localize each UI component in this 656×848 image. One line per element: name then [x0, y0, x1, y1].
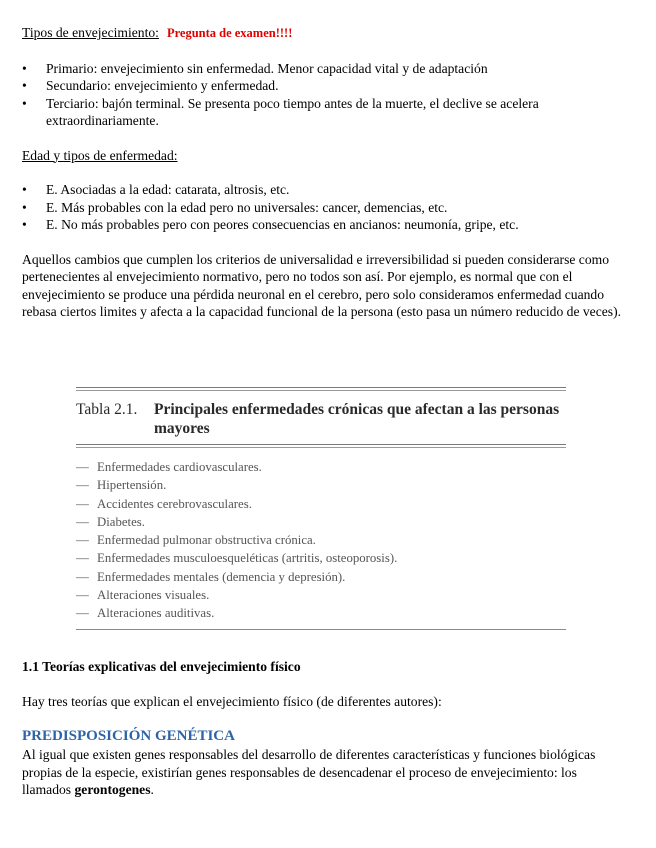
genetic-predisposition-title: PREDISPOSICIÓN GENÉTICA	[22, 728, 235, 744]
list-item: — Diabetes.	[76, 513, 566, 531]
section1-heading: Tipos de envejecimiento:	[22, 25, 159, 40]
universality-paragraph: Aquellos cambios que cumplen los criterios de universalidad e irreversibilidad si pueden considerarse como pertenecientes al envejecimiento normativo, pero no todos son así. Por ejemplo, es normal que con el envejecimiento se produce una pérdida neuronal en el cerebro, pero solo consideramos enfermedad cuando rebasa ciertos limites y afecta a la capacidad funcional de la persona (esto pasa un número reducido de veces).	[22, 251, 621, 319]
gerontogenes-term: gerontogenes	[74, 782, 151, 797]
list-item: • Secundario: envejecimiento y enfermedad.	[22, 77, 628, 95]
genetic-predisposition-paragraph	[22, 746, 628, 799]
section2-heading: Edad y tipos de enfermedad:	[22, 147, 178, 163]
figure-label: Tabla 2.1.	[76, 401, 138, 418]
list-item: — Accidentes cerebrovasculares.	[76, 495, 566, 513]
list-item: — Alteraciones auditivas.	[76, 604, 566, 622]
list-item: — Enfermedades cardiovasculares.	[76, 458, 566, 476]
theories-section	[22, 658, 628, 799]
list-item: • E. Más probables con la edad pero no universales: cancer, demencias, etc.	[22, 199, 628, 217]
document-page	[22, 24, 628, 321]
section1-heading-line	[22, 24, 628, 43]
list-item: — Enfermedades musculoesqueléticas (artritis, osteoporosis).	[76, 549, 566, 567]
theories-intro: Hay tres teorías que explican el envejecimiento físico (de diferentes autores):	[22, 693, 442, 709]
list-item: — Alteraciones visuales.	[76, 586, 566, 604]
exam-note: Pregunta de examen!!!!	[166, 26, 293, 40]
figure-bottom-rule	[76, 629, 566, 630]
list-item: — Hipertensión.	[76, 476, 566, 494]
chronic-diseases-list	[76, 448, 566, 629]
figure-title-row	[76, 391, 566, 444]
list-item: • Primario: envejecimiento sin enfermedad. Menor capacidad vital y de adaptación	[22, 60, 628, 78]
theories-title: 1.1 Teorías explicativas del envejecimiento físico	[22, 659, 301, 674]
table-figure	[76, 387, 566, 630]
list-item: — Enfermedad pulmonar obstructiva crónica.	[76, 531, 566, 549]
list-item: — Enfermedades mentales (demencia y depresión).	[76, 568, 566, 586]
aging-types-list	[22, 60, 628, 130]
list-item: • E. Asociadas a la edad: catarata, altrosis, etc.	[22, 181, 628, 199]
paragraph-text: Al igual que existen genes responsables del desarrollo de diferentes características y funciones biológicas propias de la especie, existirían genes responsables de desencadenar el proceso de envejecimiento: los llamados	[22, 747, 596, 797]
figure-title: Principales enfermedades crónicas que afectan a las personas mayores	[154, 401, 560, 437]
list-item: • Terciario: bajón terminal. Se presenta poco tiempo antes de la muerte, el declive se acelera extraordinariamente.	[22, 95, 628, 130]
disease-types-list	[22, 181, 628, 234]
list-item: • E. No más probables pero con peores consecuencias en ancianos: neumonía, gripe, etc.	[22, 216, 628, 234]
paragraph-end: .	[150, 782, 154, 797]
